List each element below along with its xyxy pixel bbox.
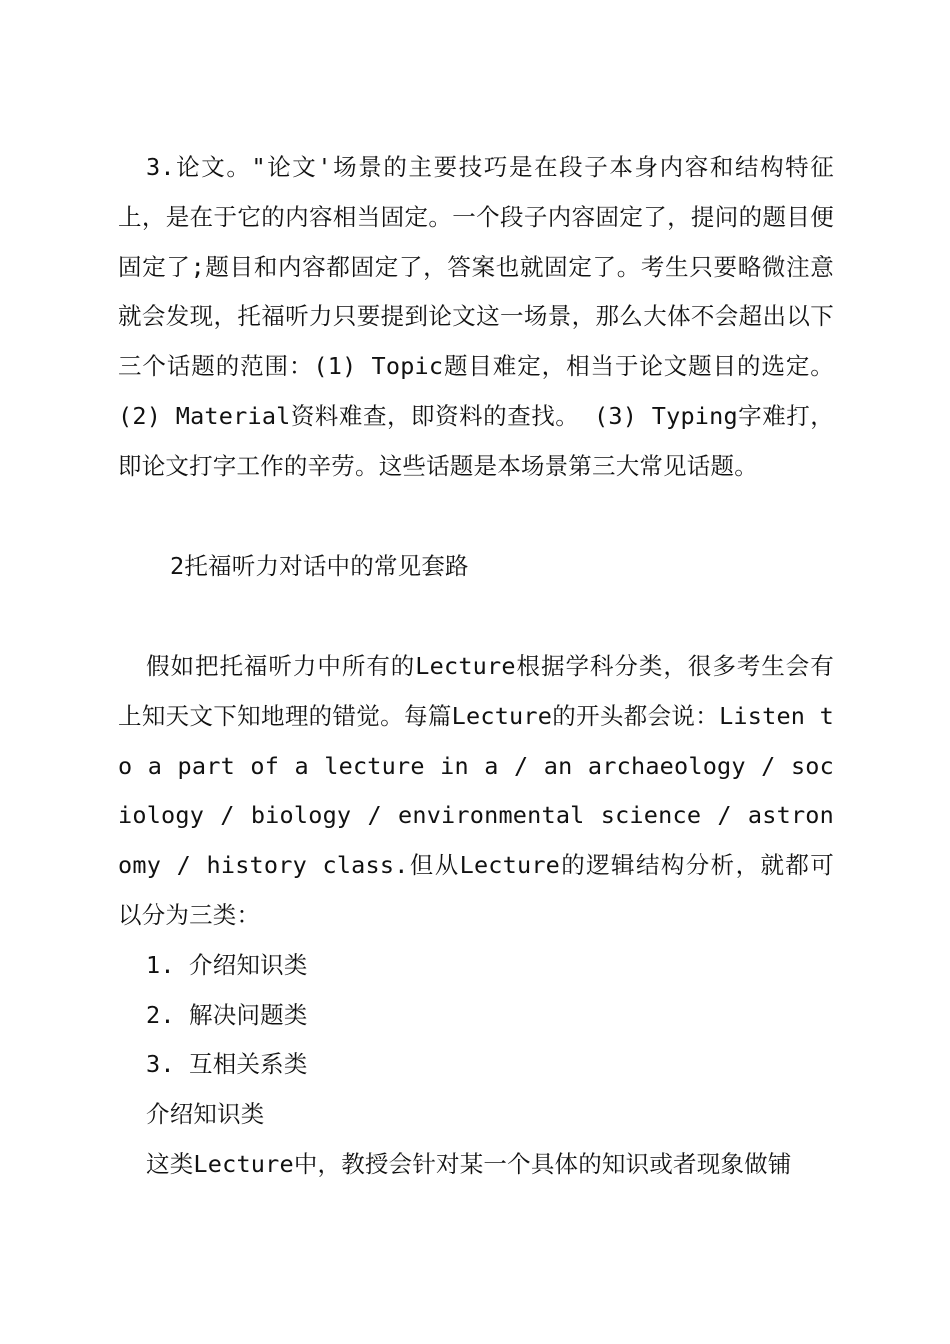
list-item-3: 3. 互相关系类 bbox=[146, 1050, 308, 1078]
paragraph-last: 这类Lecture中，教授会针对某一个具体的知识或者现象做铺 bbox=[146, 1150, 792, 1178]
list-item-1: 1. 介绍知识类 bbox=[146, 951, 308, 979]
paragraph-thesis-scene: 3.论文。"论文'场景的主要技巧是在段子本身内容和结构特征上，是在于它的内容相当固定。一个段子内容固定了，提问的题目便固定了;题目和内容都固定了，答案也就固定了。考生只要略微注意就会发现，托福听力只要提到论文这一场景，那么大体不会超出以下三个话题的范围：(1) Topic题目难定，相当于论文题目的选定。(2) Material资料难查，即资料的查找。 (3) Typing字难打，即论文打字工作的辛劳。这些话题是本场景第三大常见话题。 bbox=[118, 153, 834, 480]
subheading-knowledge: 介绍知识类 bbox=[146, 1100, 265, 1128]
paragraph-lecture-intro: 假如把托福听力中所有的Lecture根据学科分类，很多考生会有上知天文下知地理的错觉。每篇Lecture的开头都会说：Listen to a part of a lecture in a / an archaeology / sociology / biology / environmental science / astronomy / history class.但从Lecture的逻辑结构分析，就都可以分为三类： bbox=[118, 652, 834, 929]
section-heading: 2托福听力对话中的常见套路 bbox=[170, 552, 469, 580]
list-item-2: 2. 解决问题类 bbox=[146, 1001, 308, 1029]
